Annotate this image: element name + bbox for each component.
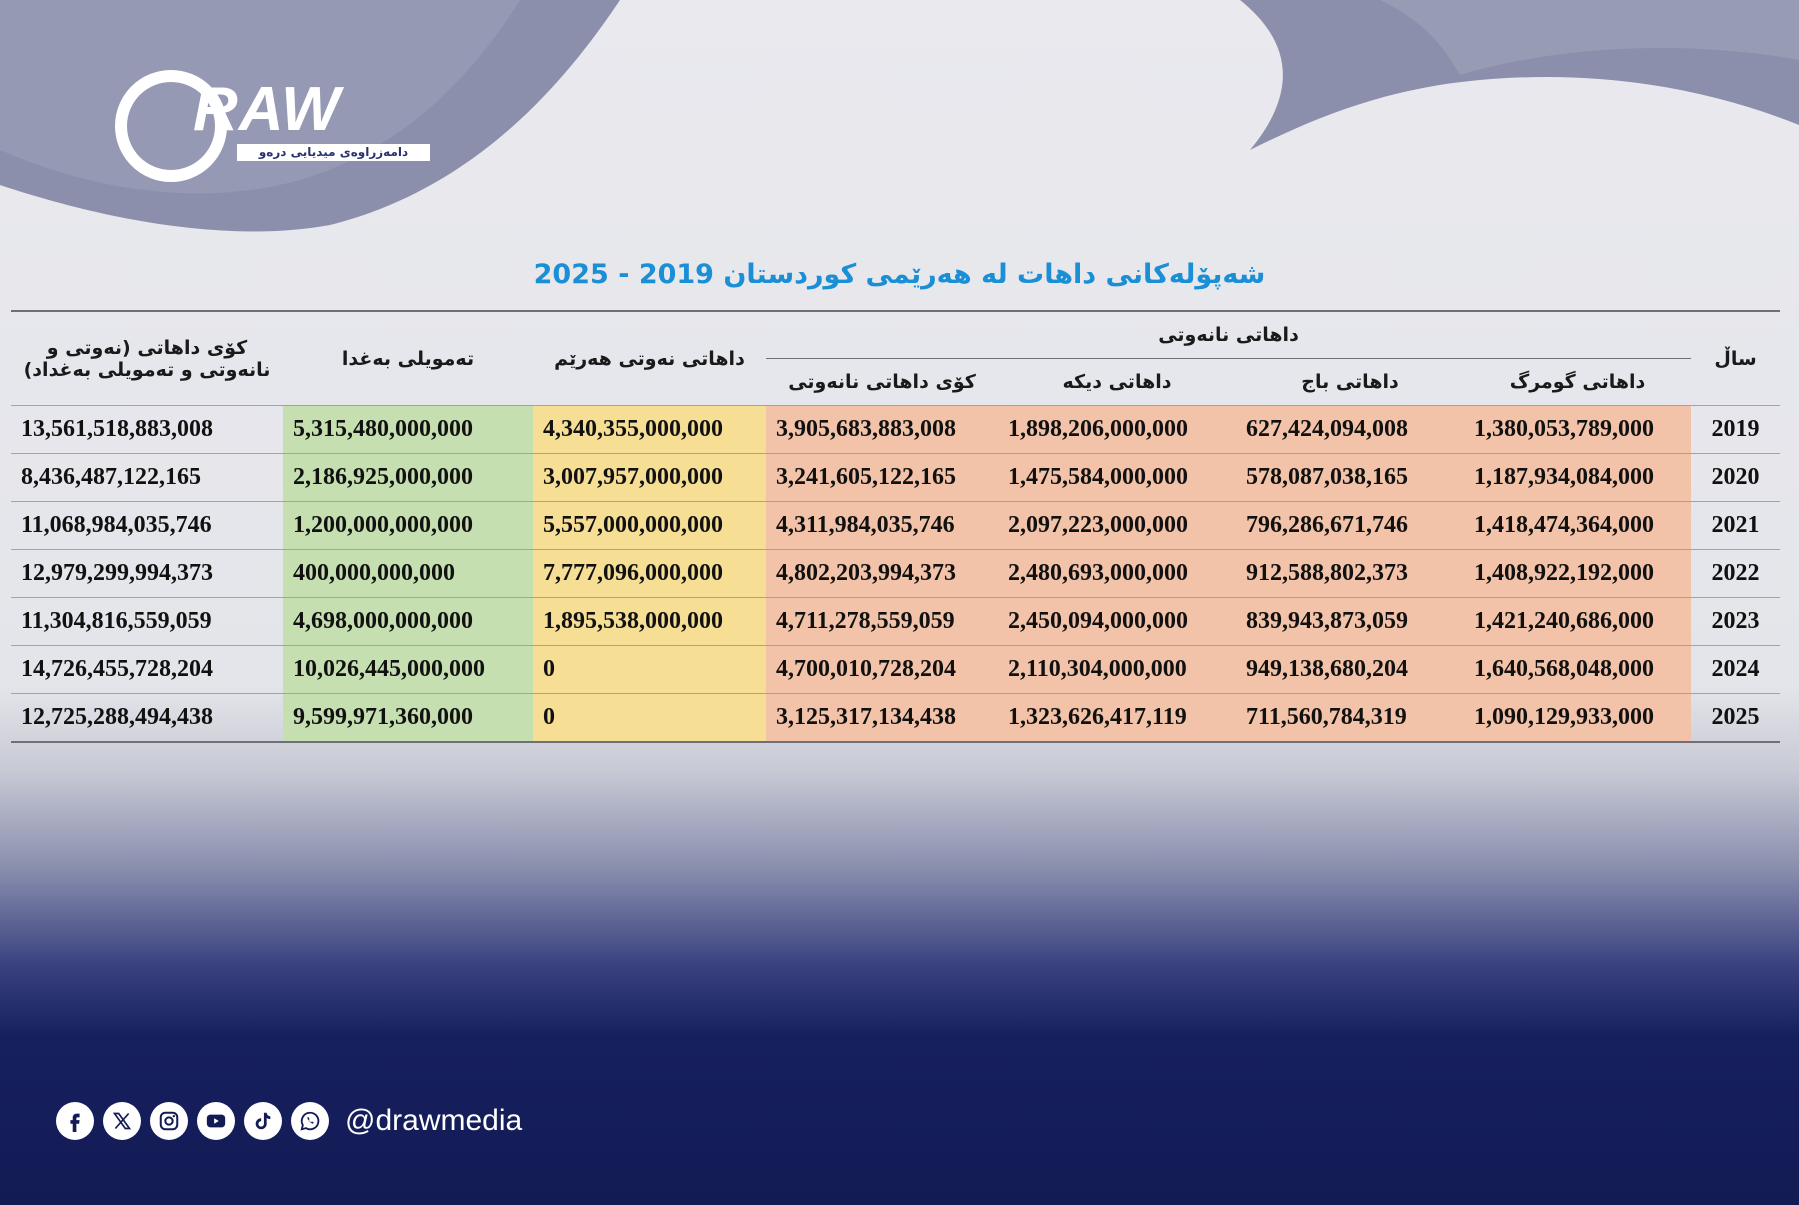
cell-non-oil-total: 4,700,010,728,204 <box>766 646 998 694</box>
cell-oil: 4,340,355,000,000 <box>533 406 766 454</box>
cell-baghdad: 9,599,971,360,000 <box>283 694 533 743</box>
table-row <box>11 550 1780 598</box>
cell-other: 2,110,304,000,000 <box>998 646 1236 694</box>
cell-grand-total: 14,726,455,728,204 <box>11 646 283 694</box>
cell-oil: 3,007,957,000,000 <box>533 454 766 502</box>
cell-baghdad: 10,026,445,000,000 <box>283 646 533 694</box>
cell-baghdad: 400,000,000,000 <box>283 550 533 598</box>
social-handle[interactable]: @drawmedia <box>345 1104 523 1137</box>
cell-oil: 1,895,538,000,000 <box>533 598 766 646</box>
header-grand-total-line1: کۆی داهاتی (نەوتی و <box>46 336 248 359</box>
cell-grand-total: 8,436,487,122,165 <box>11 454 283 502</box>
cell-customs: 1,640,568,048,000 <box>1464 646 1691 694</box>
cell-year: 2019 <box>1691 406 1780 454</box>
table-row <box>11 406 1780 454</box>
cell-non-oil-total: 3,125,317,134,438 <box>766 694 998 743</box>
logo-wordmark: RAW <box>193 75 341 144</box>
cell-oil: 5,557,000,000,000 <box>533 502 766 550</box>
cell-year: 2022 <box>1691 550 1780 598</box>
header-baghdad: تەمویلی بەغدا <box>283 311 533 406</box>
cell-other: 2,450,094,000,000 <box>998 598 1236 646</box>
table-row <box>11 502 1780 550</box>
cell-non-oil-total: 4,711,278,559,059 <box>766 598 998 646</box>
table-title: شەپۆلەکانی داهات لە هەرێمی کوردستان 2019 - 2025 <box>533 259 1266 290</box>
instagram-icon[interactable] <box>150 1102 188 1140</box>
header-non-oil-total: کۆی داهاتی نانەوتی <box>788 371 976 393</box>
cell-non-oil-total: 4,311,984,035,746 <box>766 502 998 550</box>
table-row <box>11 646 1780 694</box>
cell-tax: 796,286,671,746 <box>1236 502 1464 550</box>
cell-grand-total: 12,725,288,494,438 <box>11 694 283 743</box>
cell-customs: 1,090,129,933,000 <box>1464 694 1691 743</box>
cell-other: 1,898,206,000,000 <box>998 406 1236 454</box>
cell-tax: 949,138,680,204 <box>1236 646 1464 694</box>
cell-baghdad: 2,186,925,000,000 <box>283 454 533 502</box>
cell-tax: 912,588,802,373 <box>1236 550 1464 598</box>
table-row <box>11 454 1780 502</box>
cell-tax: 839,943,873,059 <box>1236 598 1464 646</box>
logo-tagline: دامەزراوەی میدیایی درەو <box>237 144 430 161</box>
cell-grand-total: 13,561,518,883,008 <box>11 406 283 454</box>
facebook-icon[interactable] <box>56 1102 94 1140</box>
cell-oil: 7,777,096,000,000 <box>533 550 766 598</box>
cell-baghdad: 4,698,000,000,000 <box>283 598 533 646</box>
social-links <box>56 1099 522 1143</box>
cell-customs: 1,187,934,084,000 <box>1464 454 1691 502</box>
youtube-icon[interactable] <box>197 1102 235 1140</box>
draw-logo <box>115 68 430 190</box>
cell-grand-total: 11,068,984,035,746 <box>11 502 283 550</box>
cell-year: 2023 <box>1691 598 1780 646</box>
table-row <box>11 598 1780 646</box>
cell-customs: 1,380,053,789,000 <box>1464 406 1691 454</box>
cell-customs: 1,418,474,364,000 <box>1464 502 1691 550</box>
cell-grand-total: 11,304,816,559,059 <box>11 598 283 646</box>
header-year: ساڵ <box>1691 311 1780 406</box>
cell-non-oil-total: 3,241,605,122,165 <box>766 454 998 502</box>
header-grand-total <box>11 311 283 406</box>
whatsapp-icon[interactable] <box>291 1102 329 1140</box>
header-tax: داهاتی باج <box>1301 371 1399 393</box>
x-icon[interactable] <box>103 1102 141 1140</box>
header-other: داهاتی دیکە <box>1062 371 1172 393</box>
cell-tax: 711,560,784,319 <box>1236 694 1464 743</box>
cell-year: 2020 <box>1691 454 1780 502</box>
cell-customs: 1,408,922,192,000 <box>1464 550 1691 598</box>
cell-non-oil-total: 3,905,683,883,008 <box>766 406 998 454</box>
header-oil: داهاتی نەوتی هەرێم <box>533 311 766 406</box>
cell-other: 2,480,693,000,000 <box>998 550 1236 598</box>
cell-grand-total: 12,979,299,994,373 <box>11 550 283 598</box>
header-grand-total-line2: نانەوتی و تەمویلی بەغداد) <box>23 358 271 381</box>
cell-baghdad: 1,200,000,000,000 <box>283 502 533 550</box>
revenue-table <box>11 310 1780 743</box>
header-customs: داهاتی گومرگ <box>1509 371 1646 393</box>
cell-oil: 0 <box>533 694 766 743</box>
cell-baghdad: 5,315,480,000,000 <box>283 406 533 454</box>
cell-year: 2024 <box>1691 646 1780 694</box>
cell-oil: 0 <box>533 646 766 694</box>
cell-tax: 578,087,038,165 <box>1236 454 1464 502</box>
cell-year: 2025 <box>1691 694 1780 743</box>
cell-other: 1,475,584,000,000 <box>998 454 1236 502</box>
tiktok-icon[interactable] <box>244 1102 282 1140</box>
cell-customs: 1,421,240,686,000 <box>1464 598 1691 646</box>
cell-other: 1,323,626,417,119 <box>998 694 1236 743</box>
header-non-oil-group: داهاتی نانەوتی <box>766 311 1691 359</box>
cell-non-oil-total: 4,802,203,994,373 <box>766 550 998 598</box>
cell-tax: 627,424,094,008 <box>1236 406 1464 454</box>
table-row <box>11 694 1780 743</box>
cell-year: 2021 <box>1691 502 1780 550</box>
cell-other: 2,097,223,000,000 <box>998 502 1236 550</box>
